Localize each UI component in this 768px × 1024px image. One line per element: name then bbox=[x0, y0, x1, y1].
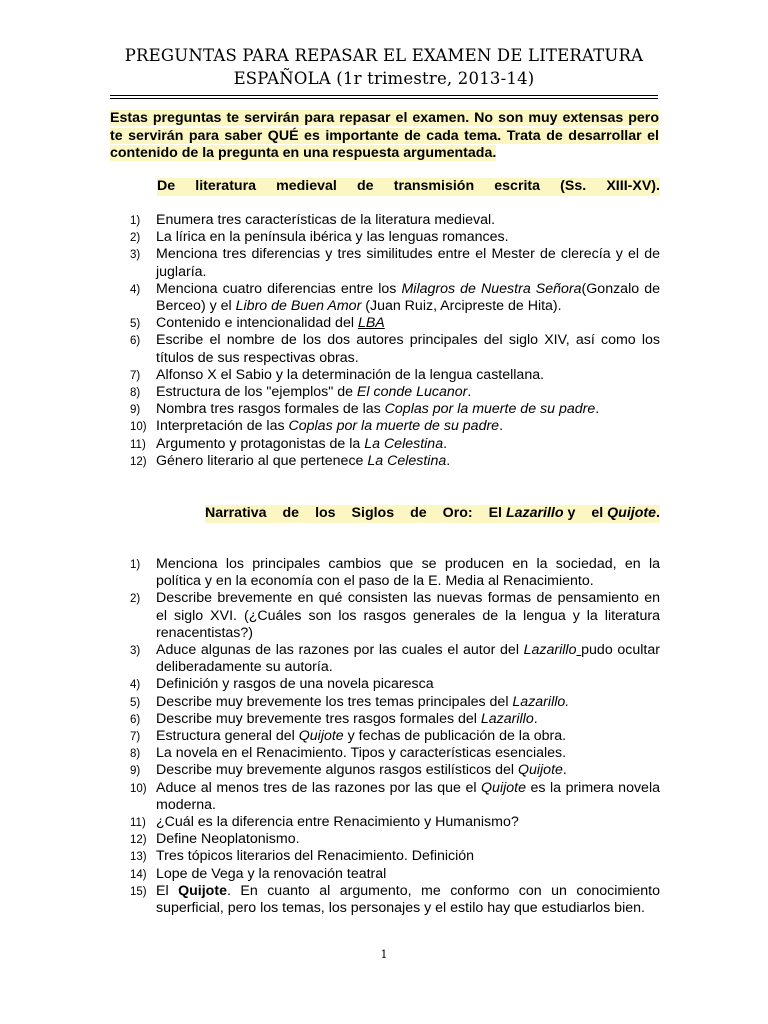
question-list-medieval bbox=[110, 212, 660, 470]
question-item bbox=[110, 676, 660, 693]
question-item bbox=[110, 401, 660, 418]
question-number: 3) bbox=[130, 249, 141, 262]
question-number: 13) bbox=[130, 851, 147, 864]
question-item bbox=[110, 453, 660, 470]
heading-word: medieval bbox=[276, 178, 337, 194]
question-text: Describe muy brevemente algunos rasgos estilísticos del Quijote. bbox=[156, 762, 567, 779]
heading-word: Oro: bbox=[442, 505, 473, 521]
question-text: Menciona cuatro diferencias entre los Milagros de Nuestra Señora(Gonzalo de Berceo) y el Libro de Buen Amor (Juan Ruiz, Arcipreste de Hita). bbox=[156, 280, 660, 315]
question-item bbox=[110, 556, 660, 590]
question-item bbox=[110, 281, 660, 315]
question-text: El Quijote. En cuanto al argumento, me conformo con un conocimiento superficial, pero los temas, los personajes y el estilo hay que estudiarlos bien. bbox=[156, 882, 660, 917]
question-number: 8) bbox=[130, 387, 141, 400]
question-item bbox=[110, 246, 660, 280]
question-list-siglos-de-oro bbox=[110, 556, 660, 917]
question-number: 11) bbox=[130, 438, 146, 451]
question-item bbox=[110, 315, 660, 332]
question-text: Género literario al que pertenece La Celestina. bbox=[156, 452, 451, 469]
question-text: Interpretación de las Coplas por la muerte de su padre. bbox=[156, 418, 504, 435]
heading-word: los bbox=[315, 505, 336, 521]
heading-word: transmisión bbox=[393, 178, 475, 194]
question-item bbox=[110, 436, 660, 453]
question-number: 6) bbox=[130, 335, 141, 348]
question-number: 4) bbox=[130, 679, 141, 692]
question-item bbox=[110, 711, 660, 728]
question-number: 5) bbox=[130, 318, 141, 331]
heading-word: de bbox=[357, 178, 374, 194]
title-line-2: ESPAÑOLA (1r trimestre, 2013-14) bbox=[233, 69, 535, 88]
question-item bbox=[110, 642, 660, 676]
question-item bbox=[110, 229, 660, 246]
question-number: 10) bbox=[130, 782, 147, 795]
question-item bbox=[110, 728, 660, 745]
question-text: Alfonso X el Sabio y la determinación de la lengua castellana. bbox=[156, 366, 545, 383]
question-item bbox=[110, 883, 660, 917]
question-number: 1) bbox=[130, 559, 141, 571]
question-item bbox=[110, 212, 660, 229]
question-text: Estructura general del Quijote y fechas de publicación de la obra. bbox=[156, 728, 567, 745]
document-title bbox=[100, 44, 668, 90]
question-item bbox=[110, 418, 660, 435]
question-number: 8) bbox=[130, 748, 141, 761]
section-heading-medieval bbox=[157, 178, 660, 196]
question-number: 4) bbox=[130, 283, 141, 296]
question-text: Estructura de los "ejemplos" de El conde Lucanor. bbox=[156, 384, 472, 401]
question-text: Escribe el nombre de los dos autores principales del siglo XIV, así como los títulos de sus respectivas obras. bbox=[156, 332, 660, 366]
section-heading-siglos-de-oro bbox=[205, 505, 660, 523]
question-item bbox=[110, 762, 660, 779]
question-item bbox=[110, 831, 660, 848]
question-item bbox=[110, 780, 660, 814]
question-text: Menciona tres diferencias y tres similitudes entre el Mester de clerecía y el de juglaría. bbox=[156, 246, 660, 280]
question-number: 15) bbox=[130, 885, 147, 898]
question-number: 1) bbox=[130, 215, 141, 227]
heading-word: Narrativa bbox=[205, 505, 267, 521]
question-text: Argumento y protagonistas de la La Celestina. bbox=[156, 435, 448, 452]
question-text: Describe brevemente en qué consisten las nuevas formas de pensamiento en el siglo XVI. (¿Cuáles son los rasgos generales de la lengua y la literatura renacentistas?) bbox=[156, 590, 660, 641]
question-number: 10) bbox=[130, 421, 147, 434]
heading-word: el Quijote. bbox=[591, 505, 660, 521]
intro-text: Estas preguntas te servirán para repasar el examen. No son muy extensas pero te servirán para saber QUÉ es importante de cada tema. Trata de desarrollar el contenido de la pregunta en una respuesta argumentada. bbox=[110, 110, 659, 161]
intro-paragraph bbox=[110, 110, 659, 163]
question-number: 2) bbox=[130, 593, 141, 606]
title-rule-thin bbox=[110, 98, 658, 99]
question-item bbox=[110, 384, 660, 401]
heading-word: escrita bbox=[494, 178, 541, 194]
question-text: Menciona los principales cambios que se producen en la sociedad, en la política y en la economía con el paso de la E. Media al Renacimiento. bbox=[156, 556, 660, 590]
question-text: ¿Cuál es la diferencia entre Renacimiento y Humanismo? bbox=[156, 814, 519, 831]
page-number: 1 bbox=[380, 948, 388, 961]
question-item bbox=[110, 332, 660, 366]
question-number: 9) bbox=[130, 404, 141, 417]
heading-word: (Ss. bbox=[560, 178, 587, 194]
question-text: Nombra tres rasgos formales de las Coplas por la muerte de su padre. bbox=[156, 401, 600, 418]
heading-word: Siglos bbox=[351, 505, 395, 521]
question-number: 5) bbox=[130, 696, 141, 709]
question-item bbox=[110, 848, 660, 865]
heading-word: de bbox=[282, 505, 300, 521]
question-item bbox=[110, 814, 660, 831]
heading-word: XIII-XV). bbox=[606, 178, 660, 194]
heading-word: de bbox=[410, 505, 427, 521]
question-text: Definición y rasgos de una novela picaresca bbox=[156, 676, 434, 693]
question-text: La novela en el Renacimiento. Tipos y características esenciales. bbox=[156, 745, 567, 762]
heading-word: literatura bbox=[195, 178, 256, 194]
title-rule-thick bbox=[110, 95, 658, 96]
heading-word: El Lazarillo y bbox=[488, 505, 576, 521]
question-item bbox=[110, 367, 660, 384]
question-text: Describe muy brevemente los tres temas principales del Lazarillo. bbox=[156, 693, 570, 710]
heading-word: De bbox=[157, 178, 176, 194]
question-number: 7) bbox=[130, 369, 141, 382]
question-number: 9) bbox=[130, 765, 141, 778]
question-text: Define Neoplatonismo. bbox=[156, 831, 300, 848]
question-number: 3) bbox=[130, 645, 141, 658]
question-number: 12) bbox=[130, 834, 147, 847]
question-text: Aduce algunas de las razones por las cuales el autor del Lazarillo pudo ocultar deliberadamente su autoría. bbox=[156, 642, 660, 676]
question-item bbox=[110, 866, 660, 883]
question-number: 14) bbox=[130, 868, 147, 881]
question-number: 6) bbox=[130, 713, 141, 726]
question-text: Aduce al menos tres de las razones por las que el Quijote es la primera novela moderna. bbox=[156, 779, 660, 813]
title-line-1: PREGUNTAS PARA REPASAR EL EXAMEN DE LITERATURA bbox=[124, 46, 644, 65]
question-number: 7) bbox=[130, 731, 141, 744]
question-text: La lírica en la península ibérica y las lenguas romances. bbox=[156, 229, 509, 246]
question-text: Enumera tres características de la literatura medieval. bbox=[156, 212, 496, 228]
question-text: Contenido e intencionalidad del LBA bbox=[156, 315, 385, 332]
question-text: Lope de Vega y la renovación teatral bbox=[156, 865, 387, 882]
question-number: 2) bbox=[130, 232, 141, 245]
question-text: Describe muy brevemente tres rasgos formales del Lazarillo. bbox=[156, 710, 538, 727]
question-item bbox=[110, 745, 660, 762]
question-item bbox=[110, 590, 660, 642]
question-number: 11) bbox=[130, 817, 146, 830]
question-item bbox=[110, 694, 660, 711]
question-number: 12) bbox=[130, 455, 147, 468]
question-text: Tres tópicos literarios del Renacimiento. Definición bbox=[156, 848, 475, 865]
